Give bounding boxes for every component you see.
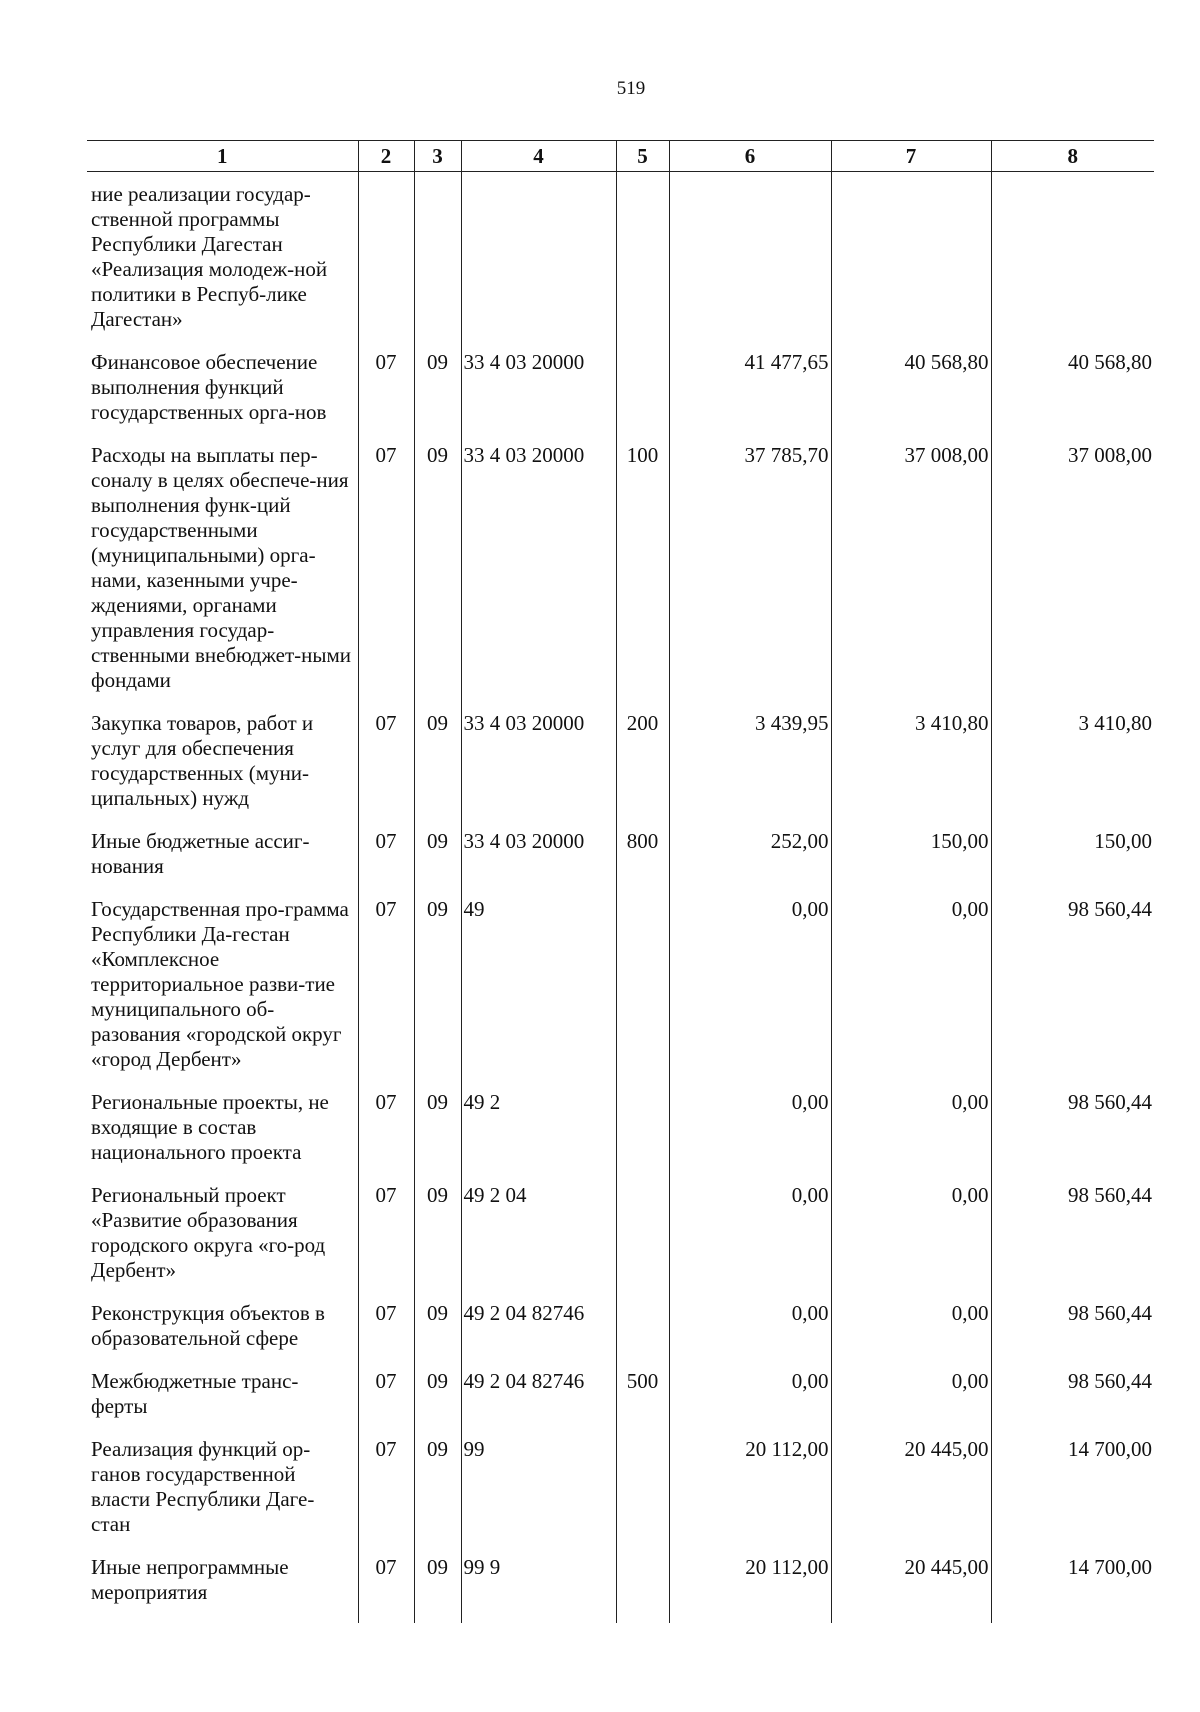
- row-target-article: 99: [461, 1437, 616, 1555]
- row-subsection-code: 09: [414, 1090, 461, 1183]
- header-col-7: 7: [831, 141, 991, 172]
- row-amount-col-6: 0,00: [669, 897, 831, 1090]
- row-amount-col-8: 3 410,80: [991, 711, 1154, 829]
- row-subsection-code: 09: [414, 1369, 461, 1437]
- table-header: [87, 141, 1154, 172]
- row-amount-col-6: 0,00: [669, 1090, 831, 1183]
- table-row: [87, 1301, 1154, 1369]
- table-row: [87, 711, 1154, 829]
- row-amount-col-7: [831, 172, 991, 351]
- row-target-article: 33 4 03 20000: [461, 443, 616, 711]
- row-section-code: 07: [358, 1090, 414, 1183]
- table-row: [87, 1437, 1154, 1555]
- table-row: [87, 443, 1154, 711]
- row-amount-col-8: 37 008,00: [991, 443, 1154, 711]
- row-target-article: [461, 172, 616, 351]
- table-row: [87, 829, 1154, 897]
- row-expense-type: 100: [616, 443, 669, 711]
- row-amount-col-6: 0,00: [669, 1301, 831, 1369]
- row-section-code: 07: [358, 350, 414, 443]
- row-section-code: 07: [358, 711, 414, 829]
- row-section-code: 07: [358, 1301, 414, 1369]
- header-col-6: 6: [669, 141, 831, 172]
- table-row: [87, 172, 1154, 351]
- table-row: [87, 1090, 1154, 1183]
- table-row: [87, 897, 1154, 1090]
- row-amount-col-6: [669, 172, 831, 351]
- header-col-3: 3: [414, 141, 461, 172]
- row-name: ние реализации государ-ственной программы Республики Дагестан «Реализация молодеж-ной политики в Респуб-лике Дагестан»: [91, 182, 328, 331]
- row-amount-col-8: 98 560,44: [991, 1301, 1154, 1369]
- row-name: Финансовое обеспечение выполнения функций государственных орга-нов: [91, 350, 327, 424]
- table-row: [87, 1183, 1154, 1301]
- row-subsection-code: 09: [414, 443, 461, 711]
- row-amount-col-7: 3 410,80: [831, 711, 991, 829]
- row-target-article: 33 4 03 20000: [461, 829, 616, 897]
- row-amount-col-6: 0,00: [669, 1183, 831, 1301]
- budget-table: [87, 140, 1154, 1623]
- row-amount-col-6: 20 112,00: [669, 1555, 831, 1623]
- row-amount-col-7: 150,00: [831, 829, 991, 897]
- row-amount-col-7: 40 568,80: [831, 350, 991, 443]
- row-expense-type: [616, 1301, 669, 1369]
- row-amount-col-8: [991, 172, 1154, 351]
- row-amount-col-6: 41 477,65: [669, 350, 831, 443]
- row-target-article: 33 4 03 20000: [461, 350, 616, 443]
- row-name: Межбюджетные транс-ферты: [91, 1369, 299, 1418]
- row-subsection-code: [414, 172, 461, 351]
- row-section-code: 07: [358, 897, 414, 1090]
- row-section-code: 07: [358, 829, 414, 897]
- row-subsection-code: 09: [414, 897, 461, 1090]
- row-amount-col-8: 150,00: [991, 829, 1154, 897]
- row-expense-type: 800: [616, 829, 669, 897]
- row-amount-col-7: 20 445,00: [831, 1437, 991, 1555]
- page-number: 519: [616, 78, 646, 99]
- row-amount-col-7: 0,00: [831, 1369, 991, 1437]
- row-subsection-code: 09: [414, 1301, 461, 1369]
- row-target-article: 99 9: [461, 1555, 616, 1623]
- row-expense-type: 200: [616, 711, 669, 829]
- row-amount-col-8: 40 568,80: [991, 350, 1154, 443]
- header-col-5: 5: [616, 141, 669, 172]
- row-expense-type: [616, 897, 669, 1090]
- row-amount-col-6: 252,00: [669, 829, 831, 897]
- table-row: [87, 1369, 1154, 1437]
- row-amount-col-8: 98 560,44: [991, 1183, 1154, 1301]
- row-subsection-code: 09: [414, 829, 461, 897]
- row-section-code: 07: [358, 443, 414, 711]
- row-expense-type: [616, 1183, 669, 1301]
- header-row: [87, 141, 1154, 172]
- row-expense-type: [616, 172, 669, 351]
- row-amount-col-8: 14 700,00: [991, 1555, 1154, 1623]
- row-amount-col-7: 0,00: [831, 1090, 991, 1183]
- row-name: Иные бюджетные ассиг-нования: [91, 829, 310, 878]
- row-name: Иные непрограммные мероприятия: [91, 1555, 289, 1604]
- row-target-article: 49 2: [461, 1090, 616, 1183]
- header-col-2: 2: [358, 141, 414, 172]
- row-target-article: 49 2 04 82746: [461, 1301, 616, 1369]
- budget-table-container: [87, 140, 1154, 1623]
- row-amount-col-6: 0,00: [669, 1369, 831, 1437]
- row-amount-col-6: 3 439,95: [669, 711, 831, 829]
- row-amount-col-8: 14 700,00: [991, 1437, 1154, 1555]
- row-name: Закупка товаров, работ и услуг для обеспечения государственных (муни-ципальных) нужд: [91, 711, 314, 810]
- row-amount-col-7: 0,00: [831, 897, 991, 1090]
- row-name: Региональные проекты, не входящие в состав национального проекта: [91, 1090, 329, 1164]
- row-name: Государственная про-грамма Республики Да-гестан «Комплексное территориальное разви-тие муниципального об-разования «городской округ «город Дербент»: [91, 897, 349, 1071]
- row-section-code: 07: [358, 1183, 414, 1301]
- row-section-code: 07: [358, 1555, 414, 1623]
- table-body: [87, 172, 1154, 1624]
- row-expense-type: [616, 1090, 669, 1183]
- row-section-code: 07: [358, 1437, 414, 1555]
- row-section-code: [358, 172, 414, 351]
- row-amount-col-8: 98 560,44: [991, 1369, 1154, 1437]
- row-expense-type: [616, 1437, 669, 1555]
- header-col-8: 8: [991, 141, 1154, 172]
- row-name: Реконструкция объектов в образовательной сфере: [91, 1301, 325, 1350]
- table-row: [87, 350, 1154, 443]
- row-name: Реализация функций ор-ганов государственной власти Республики Даге-стан: [91, 1437, 315, 1536]
- row-amount-col-7: 37 008,00: [831, 443, 991, 711]
- row-amount-col-7: 0,00: [831, 1183, 991, 1301]
- header-col-4: 4: [461, 141, 616, 172]
- row-target-article: 33 4 03 20000: [461, 711, 616, 829]
- table-row: [87, 1555, 1154, 1623]
- row-section-code: 07: [358, 1369, 414, 1437]
- row-subsection-code: 09: [414, 1183, 461, 1301]
- row-amount-col-6: 20 112,00: [669, 1437, 831, 1555]
- row-expense-type: [616, 350, 669, 443]
- row-subsection-code: 09: [414, 711, 461, 829]
- row-amount-col-7: 0,00: [831, 1301, 991, 1369]
- row-amount-col-6: 37 785,70: [669, 443, 831, 711]
- row-amount-col-7: 20 445,00: [831, 1555, 991, 1623]
- row-amount-col-8: 98 560,44: [991, 897, 1154, 1090]
- row-expense-type: [616, 1555, 669, 1623]
- row-target-article: 49 2 04: [461, 1183, 616, 1301]
- row-amount-col-8: 98 560,44: [991, 1090, 1154, 1183]
- header-col-1: 1: [87, 141, 358, 172]
- row-subsection-code: 09: [414, 1555, 461, 1623]
- row-subsection-code: 09: [414, 350, 461, 443]
- row-name: Расходы на выплаты пер-соналу в целях обеспече-ния выполнения функ-ций государственными (муниципальными) орга-нами, казенными учре-ждениями, органами управления государ-ственными внебюджет-ными фондами: [91, 443, 352, 692]
- row-target-article: 49: [461, 897, 616, 1090]
- row-subsection-code: 09: [414, 1437, 461, 1555]
- row-expense-type: 500: [616, 1369, 669, 1437]
- row-target-article: 49 2 04 82746: [461, 1369, 616, 1437]
- row-name: Региональный проект «Развитие образования городского округа «го-род Дербент»: [91, 1183, 326, 1282]
